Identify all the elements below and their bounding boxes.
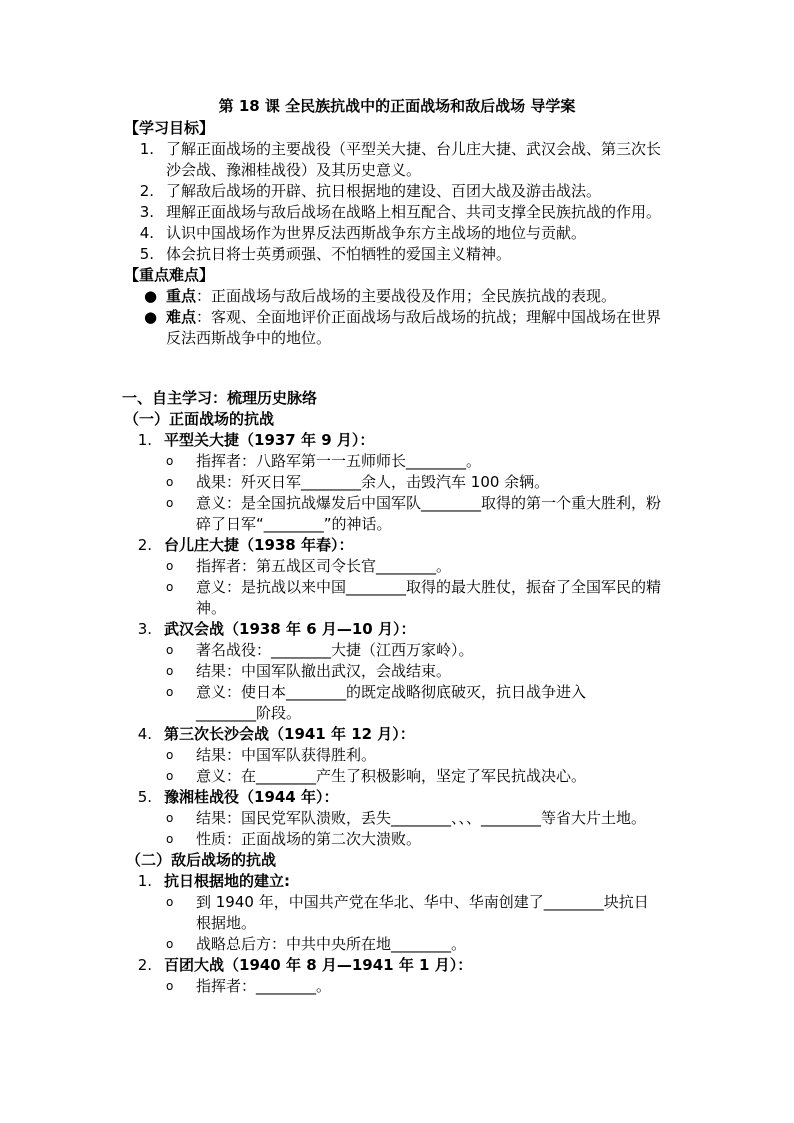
objective-item xyxy=(124,202,684,223)
keypoints-heading: 【重点难点】 xyxy=(124,266,215,284)
battle-point: o 意义：在________产生了积极影响，坚定了军民抗战决心。 xyxy=(166,767,587,785)
objective-item xyxy=(124,223,684,244)
battle-item xyxy=(122,535,682,556)
objective-item xyxy=(124,181,684,202)
objective-number: 5. xyxy=(139,245,154,263)
objective-number: 1. xyxy=(139,140,154,158)
circle-bullet-icon: o xyxy=(166,454,174,468)
battle-number: 1. xyxy=(137,431,152,449)
keypoint-label: 重点 xyxy=(166,287,197,305)
study-heading: 一、自主学习：梳理历史脉络 xyxy=(122,389,318,407)
battle-point: o 性质：正面战场的第二次大溃败。 xyxy=(166,830,422,848)
circle-bullet-icon: o xyxy=(166,769,174,783)
rear-point: o 指挥者：________。 xyxy=(166,977,332,995)
battle-number: 3. xyxy=(137,620,152,638)
battle-title: 豫湘桂战役（1944 年）： xyxy=(164,788,339,806)
battle-title: 第三次长沙会战（1941 年 12 月）： xyxy=(164,725,415,743)
battle-item xyxy=(122,619,682,640)
circle-bullet-icon: o xyxy=(166,895,174,909)
battle-number: 5. xyxy=(137,788,152,806)
rear-item xyxy=(122,955,682,976)
objectives-section xyxy=(124,118,684,349)
battle-point: o 意义：使日本________的既定战略彻底破灭，抗日战争进入________阶段。 xyxy=(166,683,587,722)
objective-number: 2. xyxy=(139,182,154,200)
battle-item xyxy=(122,787,682,808)
battle-number: 2. xyxy=(137,536,152,554)
objective-text: 了解正面战场的主要战役（平型关大捷、台儿庄大捷、武汉会战、第三次长沙会战、豫湘桂战役）及其历史意义。 xyxy=(166,140,662,179)
circle-bullet-icon: o xyxy=(166,811,174,825)
rear-heading: （二）敌后战场的抗战 xyxy=(126,851,277,869)
objective-item xyxy=(124,244,684,265)
keypoint-text: ：客观、全面地评价正面战场与敌后战场的抗战；理解中国战场在世界反法西斯战争中的地位。 xyxy=(166,308,662,347)
keypoint-item xyxy=(124,286,684,307)
battle-point: o 意义：是全国抗战爆发后中国军队________取得的第一个重大胜利，粉碎了日军“________”的神话。 xyxy=(166,494,662,533)
objective-number: 3. xyxy=(139,203,154,221)
objective-text: 认识中国战场作为世界反法西斯战争东方主战场的地位与贡献。 xyxy=(166,224,587,242)
rear-title: 抗日根据地的建立: xyxy=(164,872,291,890)
circle-bullet-icon: o xyxy=(166,580,174,594)
battle-title: 武汉会战（1938 年 6 月—10 月）： xyxy=(164,620,416,638)
battle-number: 4. xyxy=(137,725,152,743)
rear-number: 2. xyxy=(137,956,152,974)
battle-point: o 结果：中国军队撤出武汉，会战结束。 xyxy=(166,662,452,680)
battle-item xyxy=(122,430,682,451)
circle-bullet-icon: o xyxy=(166,496,174,510)
keypoint-label: 难点 xyxy=(166,308,197,326)
front-heading: （一）正面战场的抗战 xyxy=(124,410,275,428)
rear-number: 1. xyxy=(137,872,152,890)
bullet-icon: ● xyxy=(144,287,158,305)
circle-bullet-icon: o xyxy=(166,937,174,951)
circle-bullet-icon: o xyxy=(166,832,174,846)
battle-point: o 意义：是抗战以来中国________取得的最大胜仗，振奋了全国军民的精神。 xyxy=(166,578,662,617)
circle-bullet-icon: o xyxy=(166,748,174,762)
battle-point: o 结果：中国军队获得胜利。 xyxy=(166,746,377,764)
rear-point: o 战略总后方：中共中央所在地________。 xyxy=(166,935,467,953)
circle-bullet-icon: o xyxy=(166,643,174,657)
objective-text: 理解正面战场与敌后战场在战略上相互配合、共司支撑全民族抗战的作用。 xyxy=(166,203,662,221)
battle-title: 平型关大捷（1937 年 9 月）： xyxy=(164,431,375,449)
battle-point: o 著名战役：________大捷（江西万家岭）。 xyxy=(166,641,474,659)
battle-point: o 指挥者：八路军第一一五师师长________。 xyxy=(166,452,482,470)
keypoint-text: ：正面战场与敌后战场的主要战役及作用；全民族抗战的表现。 xyxy=(196,287,617,305)
study-section xyxy=(122,388,682,997)
circle-bullet-icon: o xyxy=(166,685,174,699)
battle-point: o 战果：歼灭日军________余人，击毁汽车 100 余辆。 xyxy=(166,473,550,491)
circle-bullet-icon: o xyxy=(166,559,174,573)
objective-text: 了解敌后战场的开辟、抗日根据地的建设、百团大战及游击战法。 xyxy=(166,182,602,200)
battle-point: o 指挥者：第五战区司令长官________。 xyxy=(166,557,452,575)
circle-bullet-icon: o xyxy=(166,664,174,678)
circle-bullet-icon: o xyxy=(166,475,174,489)
objective-text: 体会抗日将士英勇顽强、不怕牺牲的爱国主义精神。 xyxy=(166,245,512,263)
bullet-icon: ● xyxy=(144,308,158,326)
battle-item xyxy=(122,724,682,745)
rear-item xyxy=(122,871,682,892)
rear-point: o 到 1940 年，中国共产党在华北、华中、华南创建了________块抗日根据地。 xyxy=(166,893,649,932)
keypoint-item xyxy=(124,307,684,349)
battle-title: 台儿庄大捷（1938 年春）： xyxy=(164,536,354,554)
objectives-heading: 【学习目标】 xyxy=(124,119,215,137)
page-title: 第 18 课 全民族抗战中的正面战场和敌后战场 导学案 xyxy=(218,97,576,115)
objective-item xyxy=(124,139,684,181)
battle-point: o 结果：国民党军队溃败，丢失________、、、________等省大片土地。 xyxy=(166,809,647,827)
rear-title: 百团大战（1940 年 8 月—1941 年 1 月）： xyxy=(164,956,473,974)
objective-number: 4. xyxy=(139,224,154,242)
circle-bullet-icon: o xyxy=(166,979,174,993)
